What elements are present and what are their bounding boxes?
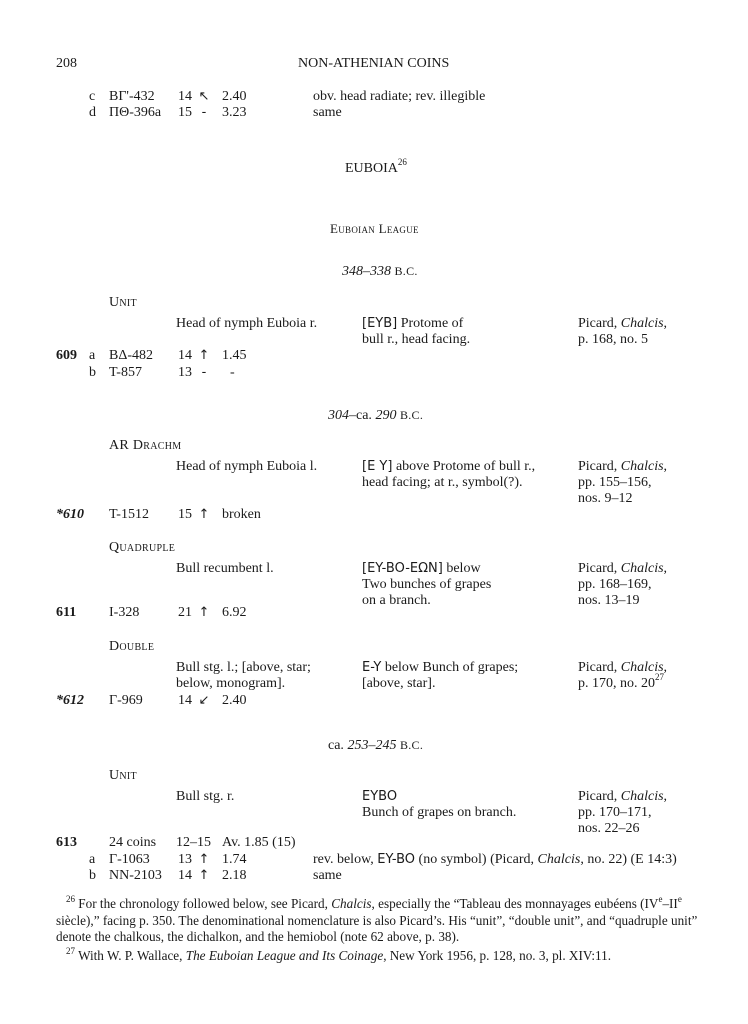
footnote-ref: 27 — [655, 672, 664, 683]
period-heading — [342, 263, 418, 280]
period-era: B.C. — [399, 738, 424, 752]
obverse-description: Head of nymph Euboia l. — [176, 459, 318, 474]
inventory-number: ΠΘ-396a — [109, 105, 162, 120]
reverse-description — [362, 659, 518, 676]
die-axis-arrow-icon: ↑ — [198, 605, 210, 620]
die-axis: 13 — [178, 852, 192, 867]
obverse-description: Bull stg. r. — [176, 789, 235, 804]
legend: EYBO — [362, 789, 398, 804]
reverse-description-cont: [above, star]. — [362, 676, 436, 691]
denomination: AR Drachm — [109, 438, 182, 453]
description-text: rev. below, — [313, 852, 378, 867]
die-axis-arrow-icon: ↑ — [198, 852, 210, 867]
inventory-number: ΒΓ'-432 — [109, 89, 155, 104]
footnote-work: Chalcis — [331, 896, 372, 911]
period-date-prefix: ca. — [328, 738, 348, 753]
die-axis-arrow-icon: ↑ — [198, 348, 210, 363]
description: same — [313, 868, 342, 883]
section-title-text: EUBOIA — [345, 161, 398, 176]
obverse-description: Bull recumbent l. — [176, 561, 274, 576]
denomination: Unit — [109, 768, 137, 783]
weight: 3.23 — [222, 105, 247, 120]
footnote-ref: 26 — [397, 157, 407, 168]
average-weight: Av. 1.85 (15) — [222, 835, 296, 850]
footnote-sup: e — [658, 893, 663, 904]
reference-work: Chalcis — [537, 852, 581, 867]
description — [313, 851, 677, 868]
legend: [EYB] — [362, 316, 398, 331]
obverse-description: Head of nymph Euboia r. — [176, 316, 318, 331]
coin-count: 24 coins — [109, 835, 157, 850]
reverse-description-cont: Two bunches of grapes — [362, 577, 492, 592]
weight: 2.18 — [222, 868, 247, 883]
footnote-text: –II — [662, 896, 678, 911]
footnote-text: siècle),” facing p. 350. The denominational nomenclature is also Picard’s. His “unit”, “double unit”, and “quadruple unit” denote the chalkous, the dichalkon, and the hemiobol (note 62 above, p. 38). — [56, 912, 698, 944]
die-axis: 15 — [178, 507, 192, 522]
die-axis: 14 — [178, 693, 192, 708]
reference-work: Chalcis — [620, 316, 664, 331]
reference-punct: , — [663, 561, 668, 576]
obverse-description-cont: below, monogram]. — [176, 676, 286, 691]
reference-cont: nos. 13–19 — [578, 593, 640, 608]
catalog-number: *610 — [56, 507, 84, 522]
running-title: NON-ATHENIAN COINS — [298, 56, 450, 71]
weight: - — [230, 365, 235, 380]
description-text: (no symbol) (Picard, — [415, 852, 538, 867]
footnote-number: 26 — [66, 893, 75, 904]
reverse-description: Bunch of grapes on branch. — [362, 805, 517, 820]
die-axis: 14 — [178, 89, 192, 104]
inventory-number: Γ-1063 — [109, 852, 150, 867]
period-date: 304 — [328, 408, 349, 423]
die-axis-arrow-icon: - — [201, 365, 207, 380]
catalog-number: 609 — [56, 348, 77, 363]
die-axis: 14 — [178, 348, 192, 363]
row-letter: a — [89, 852, 96, 867]
reference-punct: , — [663, 459, 668, 474]
subsection-title: Euboian League — [330, 221, 419, 236]
reference-punct: , — [663, 660, 668, 675]
footnote-work: The Euboian League and Its Coinage — [185, 948, 384, 963]
reference — [578, 315, 667, 332]
footnote-text: , New York 1956, p. 128, no. 3, pl. XIV:11. — [383, 948, 612, 963]
inventory-number: NN-2103 — [109, 868, 162, 883]
weight: 2.40 — [222, 89, 247, 104]
page-number: 208 — [56, 56, 77, 71]
legend: EY-BO — [377, 852, 416, 867]
catalog-number: *612 — [56, 693, 84, 708]
row-letter: d — [89, 105, 96, 120]
legend: [E Y] — [362, 459, 393, 474]
reverse-description-cont: head facing; at r., symbol(?). — [362, 475, 523, 490]
row-letter: a — [89, 348, 96, 363]
inventory-number: Τ-857 — [109, 365, 142, 380]
inventory-number: ΒΔ-482 — [109, 348, 154, 363]
reference-author: Picard, — [578, 316, 621, 331]
footnote-26 — [56, 893, 706, 946]
period-date: 348–338 — [342, 264, 391, 279]
reverse-text: Protome of — [397, 316, 464, 331]
reference-punct: , — [663, 316, 668, 331]
weight: 6.92 — [222, 605, 247, 620]
reverse-text: below — [442, 561, 481, 576]
inventory-number: Γ-969 — [109, 693, 143, 708]
inventory-number: Ι-328 — [109, 605, 140, 620]
die-axis: 14 — [178, 868, 192, 883]
reference-author: Picard, — [578, 459, 621, 474]
section-title — [345, 157, 407, 177]
legend: [EY-BO-EΩN] — [362, 561, 443, 576]
reference-punct: , — [663, 789, 668, 804]
reference — [578, 659, 667, 676]
reverse-text: above Protome of bull r., — [392, 459, 536, 474]
catalog-number: 613 — [56, 835, 77, 850]
period-date-sep: –ca. — [349, 408, 376, 423]
reverse-description-cont: on a branch. — [362, 593, 431, 608]
weight: broken — [222, 507, 261, 522]
die-axis-arrow-icon: ↖ — [198, 89, 210, 104]
reference-cont: pp. 168–169, — [578, 577, 652, 592]
reference-author: Picard, — [578, 789, 621, 804]
die-axis: 21 — [178, 605, 192, 620]
footnote-text: For the chronology followed below, see Picard, — [78, 896, 332, 911]
weight: 2.40 — [222, 693, 247, 708]
reference-author: Picard, — [578, 561, 621, 576]
obverse-description: Bull stg. l.; [above, star; — [176, 660, 311, 675]
reverse-description — [362, 560, 481, 577]
footnote-sup: e — [677, 893, 682, 904]
reference — [578, 560, 667, 577]
denomination: Quadruple — [109, 540, 176, 555]
reference-work: Chalcis — [620, 561, 664, 576]
inventory-number: Τ-1512 — [109, 507, 149, 522]
footnote-27 — [56, 945, 706, 965]
period-date: 253–245 — [347, 738, 397, 753]
reverse-description-cont: bull r., head facing. — [362, 332, 471, 347]
reference-cont: nos. 9–12 — [578, 491, 633, 506]
period-heading — [328, 737, 423, 754]
reverse-description — [362, 315, 463, 332]
reference — [578, 788, 667, 805]
reference-cont: p. 168, no. 5 — [578, 332, 648, 347]
reverse-description — [362, 458, 535, 475]
catalog-number: 611 — [56, 605, 77, 620]
reverse-text: below Bunch of grapes; — [381, 660, 519, 675]
denomination: Double — [109, 639, 155, 654]
die-axis-range: 12–15 — [176, 835, 211, 850]
reference-cont: nos. 22–26 — [578, 821, 640, 836]
reference-work: Chalcis — [620, 459, 664, 474]
die-axis-arrow-icon: ↙ — [198, 693, 210, 708]
description-text: , no. 22) (E 14:3) — [580, 852, 677, 867]
reference-text: p. 170, no. 20 — [578, 676, 655, 691]
description: obv. head radiate; rev. illegible — [313, 89, 486, 104]
period-era: B.C. — [399, 408, 424, 422]
die-axis: 13 — [178, 365, 192, 380]
reference-work: Chalcis — [620, 789, 664, 804]
footnote-number: 27 — [66, 945, 75, 956]
reference — [578, 458, 667, 475]
reference-cont — [578, 672, 664, 692]
die-axis: 15 — [178, 105, 192, 120]
die-axis-arrow-icon: ↑ — [198, 868, 210, 883]
die-axis-arrow-icon: ↑ — [198, 507, 210, 522]
row-letter: c — [89, 89, 96, 104]
reference-cont: pp. 155–156, — [578, 475, 652, 490]
row-letter: b — [89, 365, 96, 380]
period-date: 290 — [375, 408, 397, 423]
period-era: B.C. — [394, 264, 418, 278]
reference-cont: pp. 170–171, — [578, 805, 652, 820]
description: same — [313, 105, 342, 120]
legend: E-Y — [362, 660, 382, 675]
footnote-text: , especially the “Tableau des monnayages eubéens (IV — [371, 896, 659, 911]
denomination: Unit — [109, 295, 137, 310]
die-axis-arrow-icon: - — [201, 105, 207, 120]
weight: 1.45 — [222, 348, 247, 363]
reference-work: Chalcis — [620, 660, 664, 675]
footnote-text: With W. P. Wallace, — [78, 948, 186, 963]
period-heading — [328, 407, 423, 424]
weight: 1.74 — [222, 852, 247, 867]
row-letter: b — [89, 868, 96, 883]
reference-author: Picard, — [578, 660, 621, 675]
